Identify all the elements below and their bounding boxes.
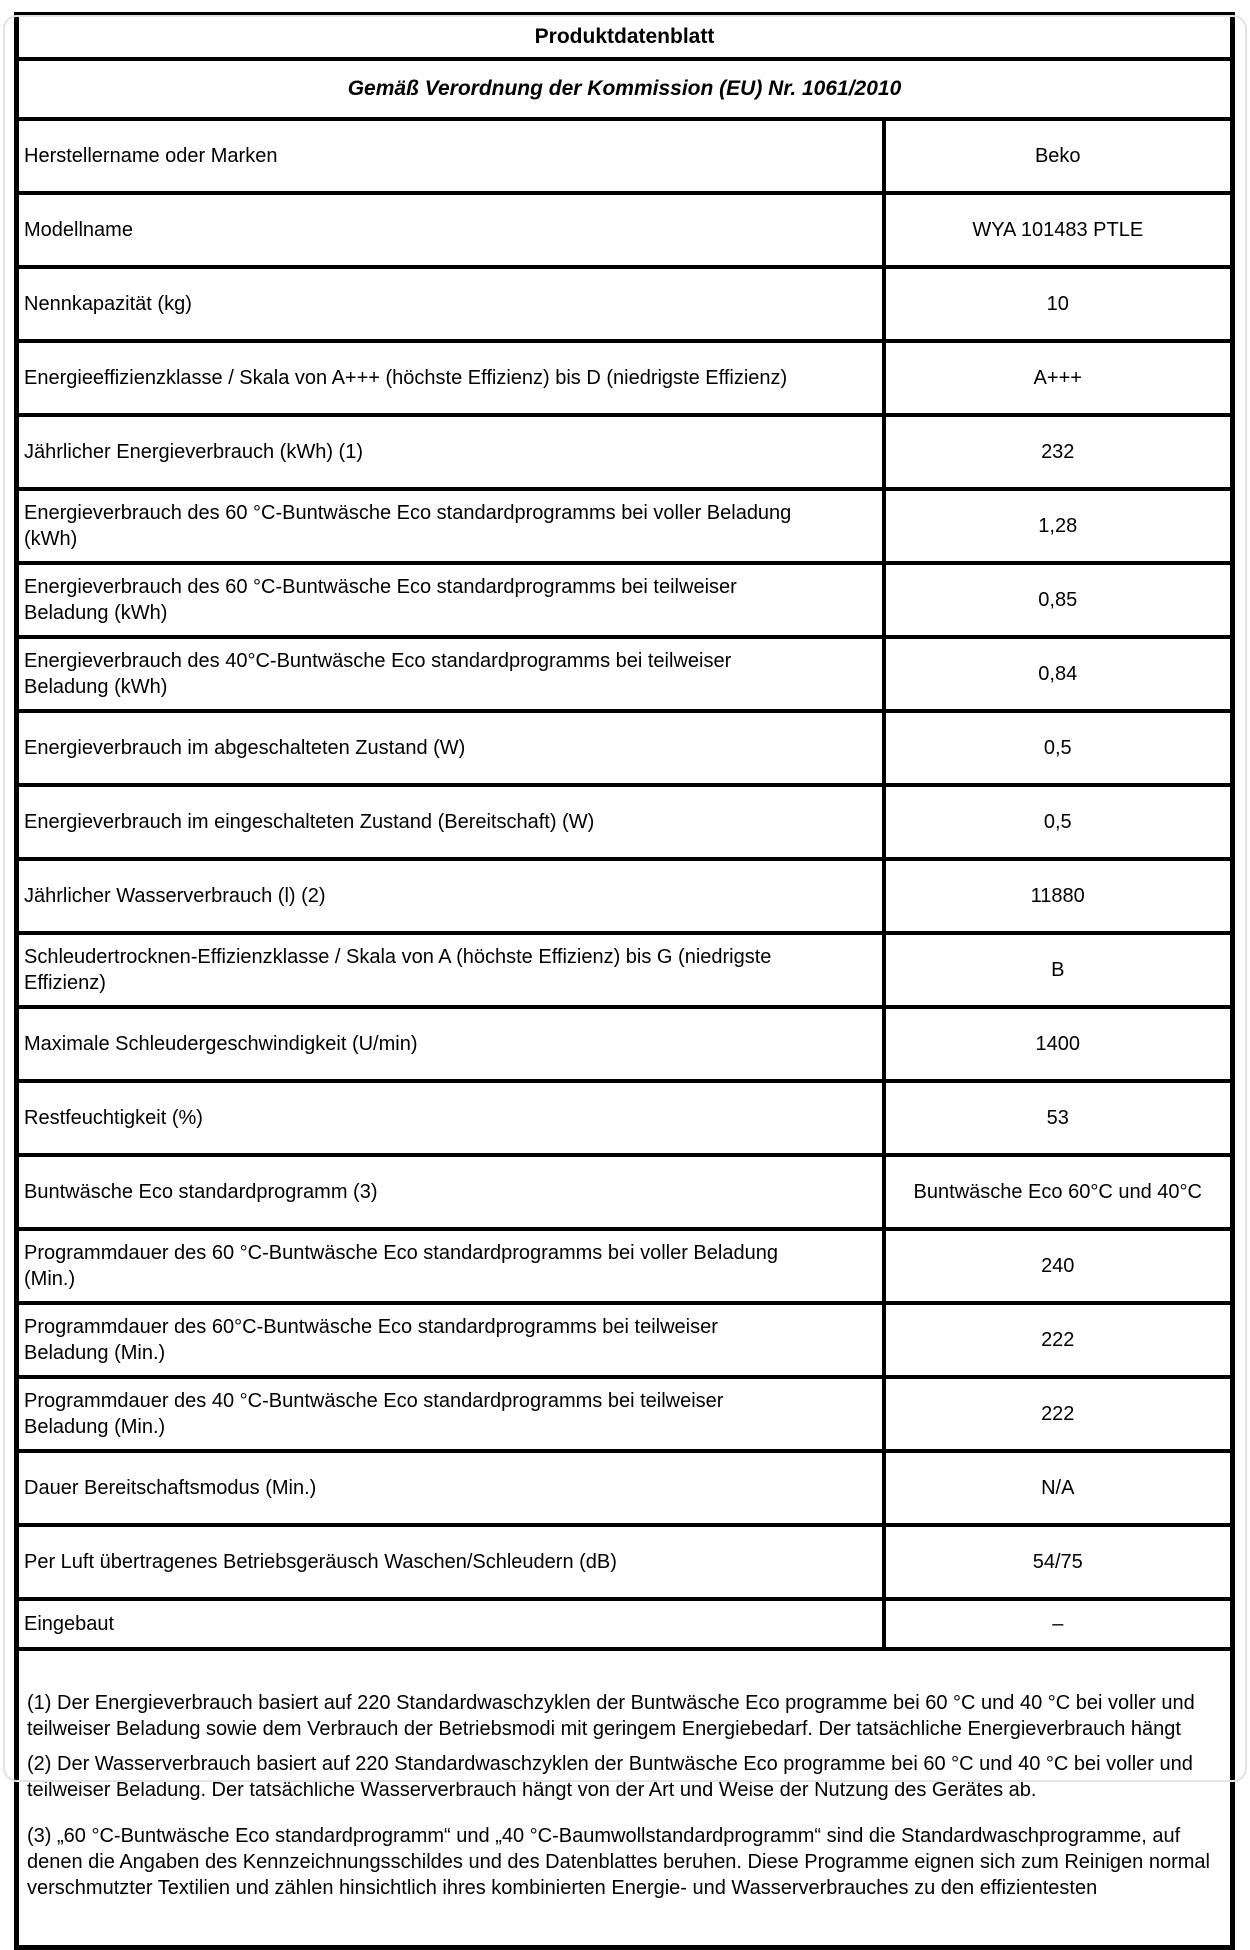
row-label: Maximale Schleudergeschwindigkeit (U/min) [17, 1007, 884, 1081]
footnotes-row [17, 1649, 1233, 1948]
row-value: 240 [884, 1229, 1233, 1303]
row-value: 1400 [884, 1007, 1233, 1081]
row-value: 54/75 [884, 1525, 1233, 1599]
row-value: A+++ [884, 341, 1233, 415]
row-label: Programmdauer des 60 °C-Buntwäsche Eco standardprogramms bei voller Beladung (Min.) [17, 1229, 884, 1303]
row-value: WYA 101483 PTLE [884, 193, 1233, 267]
row-value: 1,28 [884, 489, 1233, 563]
row-value: N/A [884, 1451, 1233, 1525]
row-label: Energieverbrauch im eingeschalteten Zustand (Bereitschaft) (W) [17, 785, 884, 859]
table-row [17, 1599, 1233, 1649]
row-label: Modellname [17, 193, 884, 267]
table-row [17, 637, 1233, 711]
table-row [17, 1155, 1233, 1229]
row-label: Jährlicher Energieverbrauch (kWh) (1) [17, 415, 884, 489]
page-title: Produktdatenblatt [17, 15, 1233, 60]
row-value: 0,5 [884, 711, 1233, 785]
row-value: B [884, 933, 1233, 1007]
table-row [17, 859, 1233, 933]
table-row [17, 1451, 1233, 1525]
row-value: 222 [884, 1303, 1233, 1377]
row-value: 0,85 [884, 563, 1233, 637]
row-label: Programmdauer des 40 °C-Buntwäsche Eco standardprogramms bei teilweiser Beladung (Min.) [17, 1377, 884, 1451]
row-label: Dauer Bereitschaftsmodus (Min.) [17, 1451, 884, 1525]
product-datasheet-table [14, 12, 1235, 1950]
table-row [17, 193, 1233, 267]
row-label: Per Luft übertragenes Betriebsgeräusch Waschen/Schleudern (dB) [17, 1525, 884, 1599]
row-value: – [884, 1599, 1233, 1649]
row-label: Herstellername oder Marken [17, 119, 884, 193]
row-value: 11880 [884, 859, 1233, 933]
table-row [17, 489, 1233, 563]
table-row [17, 341, 1233, 415]
row-value: 53 [884, 1081, 1233, 1155]
row-value: 0,5 [884, 785, 1233, 859]
row-label: Jährlicher Wasserverbrauch (l) (2) [17, 859, 884, 933]
page-subtitle: Gemäß Verordnung der Kommission (EU) Nr. 1061/2010 [17, 59, 1233, 119]
table-row [17, 711, 1233, 785]
row-value: 232 [884, 415, 1233, 489]
row-label: Energieverbrauch des 60 °C-Buntwäsche Eco standardprogramms bei voller Beladung (kWh) [17, 489, 884, 563]
table-row [17, 1007, 1233, 1081]
row-label: Programmdauer des 60°C-Buntwäsche Eco standardprogramms bei teilweiser Beladung (Min.) [17, 1303, 884, 1377]
row-label: Buntwäsche Eco standardprogramm (3) [17, 1155, 884, 1229]
table-row [17, 1303, 1233, 1377]
footnote-text: (2) Der Wasserverbrauch basiert auf 220 Standardwaschzyklen der Buntwäsche Eco programme bei 60 °C und 40 °C bei voller und teilweiser Beladung. Der tatsächliche Wasserverbrauch hängt von der Art und Weise der Nutzung des Gerätes ab. [27, 1753, 1193, 1801]
table-row [17, 1229, 1233, 1303]
row-value: Beko [884, 119, 1233, 193]
row-label: Energieverbrauch im abgeschalteten Zustand (W) [17, 711, 884, 785]
row-label: Energieeffizienzklasse / Skala von A+++ (höchste Effizienz) bis D (niedrigste Effizienz) [17, 341, 884, 415]
table-row [17, 785, 1233, 859]
table-row [17, 1525, 1233, 1599]
row-label: Energieverbrauch des 60 °C-Buntwäsche Eco standardprogramms bei teilweiser Beladung (kWh) [17, 563, 884, 637]
row-label: Schleudertrocknen-Effizienzklasse / Skala von A (höchste Effizienz) bis G (niedrigste Effizienz) [17, 933, 884, 1007]
table-row [17, 933, 1233, 1007]
row-label: Restfeuchtigkeit (%) [17, 1081, 884, 1155]
footnote-text: (3) „60 °C-Buntwäsche Eco standardprogramm“ und „40 °C-Baumwollstandardprogramm“ sind die Standardwaschprogramme, auf denen die Angaben des Kennzeichnungsschildes und des Datenblattes beruhen. Diese Programme eignen sich zum Reinigen normal verschmutzter Textilien und zählen hinsichtlich ihres kombinierten Energie- und Wasserverbrauches zu den effizientesten [27, 1825, 1210, 1899]
footnotes-block [17, 1649, 1233, 1948]
datasheet-subtitle-row [17, 59, 1233, 119]
row-value: Buntwäsche Eco 60°C und 40°C [884, 1155, 1233, 1229]
row-value: 222 [884, 1377, 1233, 1451]
table-row [17, 119, 1233, 193]
row-label: Nennkapazität (kg) [17, 267, 884, 341]
table-row [17, 563, 1233, 637]
datasheet-title-row [17, 15, 1233, 60]
row-label: Eingebaut [17, 1599, 884, 1649]
row-value: 10 [884, 267, 1233, 341]
table-row [17, 415, 1233, 489]
table-row [17, 267, 1233, 341]
footnote-text: (1) Der Energieverbrauch basiert auf 220 Standardwaschzyklen der Buntwäsche Eco programme bei 60 °C und 40 °C bei voller und teilweiser Beladung sowie dem Verbrauch der Betriebsmodi mit geringem Energiebedarf. Der tatsächliche Energieverbrauch hängt [27, 1692, 1195, 1740]
table-row [17, 1377, 1233, 1451]
table-row [17, 1081, 1233, 1155]
row-value: 0,84 [884, 637, 1233, 711]
row-label: Energieverbrauch des 40°C-Buntwäsche Eco standardprogramms bei teilweiser Beladung (kWh) [17, 637, 884, 711]
